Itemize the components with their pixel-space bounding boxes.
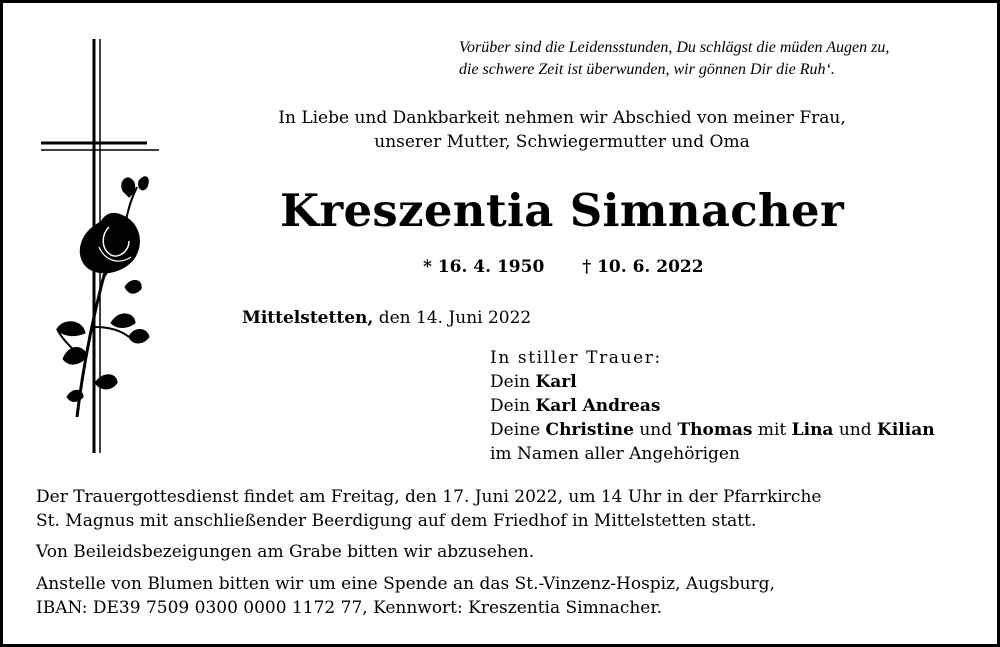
place-and-date <box>242 308 531 328</box>
life-dates <box>423 257 742 277</box>
donation-line-2: IBAN: DE39 7509 0300 0000 1172 77, Kennwort: Kreszentia Simnacher. <box>36 598 663 618</box>
birth-date: * 16. 4. 1950 <box>423 257 545 277</box>
mourner-line-1: Dein Karl <box>490 372 577 392</box>
service-line-2: St. Magnus mit anschließender Beerdigung auf dem Friedhof in Mittelstetten statt. <box>36 511 757 531</box>
cross-with-rose-icon <box>39 37 164 457</box>
intro-line-1: In Liebe und Dankbarkeit nehmen wir Abschied von meiner Frau, <box>278 108 846 128</box>
death-date: † 10. 6. 2022 <box>582 257 704 277</box>
mourner-line-4: im Namen aller Angehörigen <box>490 444 740 464</box>
place: Mittelstetten, <box>242 308 374 328</box>
condolence-note: Von Beileidsbezeigungen am Grabe bitten wir abzusehen. <box>36 542 535 562</box>
mourners-heading: In stiller Trauer: <box>490 348 662 368</box>
service-line-1: Der Trauergottesdienst findet am Freitag, den 17. Juni 2022, um 14 Uhr in der Pfarrkirche <box>36 487 822 507</box>
deceased-name: Kreszentia Simnacher <box>280 184 844 237</box>
date: den 14. Juni 2022 <box>373 308 532 328</box>
donation-line-1: Anstelle von Blumen bitten wir um eine Spende an das St.-Vinzenz-Hospiz, Augsburg, <box>36 574 775 594</box>
mourner-line-3: Deine Christine und Thomas mit Lina und Kilian <box>490 420 935 440</box>
motto-line-2: die schwere Zeit ist überwunden, wir gönnen Dir die Ruh‘. <box>459 61 835 78</box>
motto-line-1: Vorüber sind die Leidensstunden, Du schlägst die müden Augen zu, <box>459 39 890 56</box>
intro-line-2: unserer Mutter, Schwiegermutter und Oma <box>374 132 750 152</box>
mourner-line-2: Dein Karl Andreas <box>490 396 661 416</box>
